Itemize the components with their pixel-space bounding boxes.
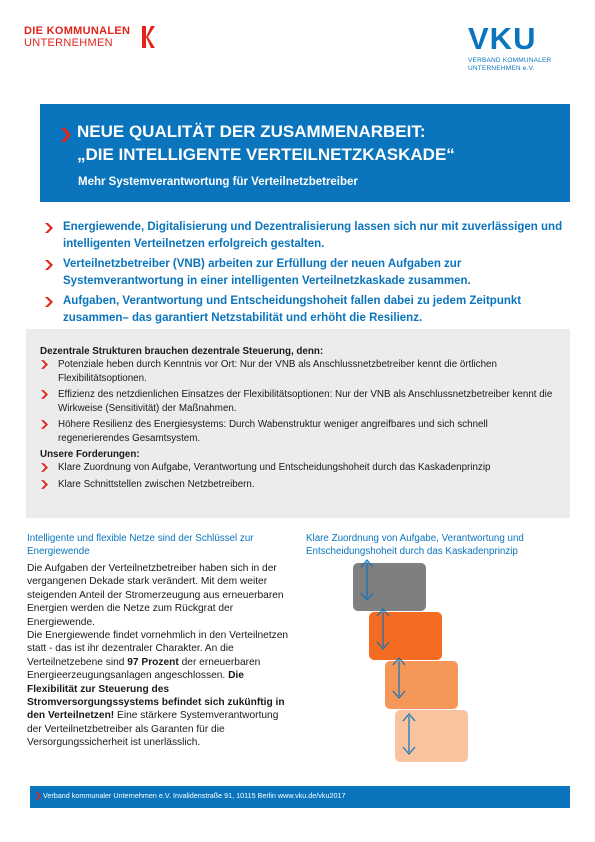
logo-k-mark-icon (142, 26, 156, 48)
title-banner (40, 104, 570, 202)
left-column (27, 532, 295, 750)
list-item-text: Klare Zuordnung von Aufgabe, Verantwortung und Entscheidungshoheit durch das Kaskadenprinzip (58, 462, 491, 473)
chevron-right-icon (41, 390, 48, 399)
chevron-right-icon (41, 420, 48, 429)
double-arrow-icon (403, 714, 415, 754)
text-span: Eine stärkere Systemverantwortung der Verteilnetzbetreiber als Garanten für die Versorgungssicherheit ist unerlässlich. (27, 710, 279, 749)
body-paragraph: Die Aufgaben der Verteilnetzbetreiber haben sich in der vergangenen Dekade stark verändert. Mit dem weiter steigenden Anteil der Stromerzeugung aus erneuerbaren Energien werden die Netze zum Rückgrat der Energiewende. (27, 563, 284, 628)
cascade-level-vnb-n (395, 710, 468, 762)
list-item (40, 418, 560, 445)
chevron-right-icon (61, 128, 71, 142)
list-item-text: Effizienz des netzdienlichen Einsatzes der Flexibilitätsoptionen: Nur der VNB als Anschlussnetzbetreiber kennt die Wirkweise (Sensitivität) der Maßnahmen. (58, 389, 553, 414)
highlight-text: Die Flexibilität zur Steuerung des Stromversorgungssystems befindet sich zukünftig in den Verteilnetzen! (27, 670, 285, 722)
section-heading: Klare Zuordnung von Aufgabe, Verantwortung und Entscheidungshoheit durch das Kaskadenprinzip (306, 533, 524, 557)
demands-heading: Unsere Forderungen: (40, 449, 140, 460)
cascade-label-vnb1-level: 1. Ebene (446, 638, 483, 648)
logo-vku-sub2: UNTERNEHMEN e.V. (468, 64, 535, 72)
intro-bullet (44, 293, 564, 327)
page-title-line2: „DIE INTELLIGENTE VERTEILNETZKASKADE“ (77, 145, 455, 164)
double-arrow-icon (393, 658, 405, 698)
cascade-label-vnb1: VNB (446, 626, 465, 636)
cascade-level-uenb (353, 563, 426, 611)
footer-bar (30, 786, 570, 808)
page-title-line1: NEUE QUALITÄT DER ZUSAMMENARBEIT: (77, 122, 426, 141)
intro-bullet (44, 256, 564, 290)
cascade-label-vnbn-level: n. Ebene (472, 739, 509, 749)
double-arrow-icon (377, 609, 389, 649)
chevron-right-icon (45, 223, 53, 233)
section-heading: Intelligente und flexible Netze sind der Schlüssel zur Energiewende (27, 533, 254, 557)
logo-vku-wordmark: VKU (468, 21, 537, 56)
key-points-box (26, 329, 570, 518)
right-column (306, 532, 572, 558)
chevron-right-icon (41, 463, 48, 472)
cascade-level-vnb-1 (369, 612, 442, 660)
list-item-text: Potenziale heben durch Kenntnis vor Ort: Nur der VNB als Anschlussnetzbetreiber kennt die örtlichen Flexibilitätsoptionen. (58, 359, 497, 384)
chevron-right-icon (41, 360, 48, 369)
logo-left-line2: UNTERNEHMEN (24, 37, 113, 49)
logo-die-kommunalen-unternehmen (24, 26, 130, 49)
cascade-label-vnb2-level: 2. Ebene (461, 688, 498, 698)
body-paragraph (27, 629, 295, 750)
list-item (40, 358, 560, 385)
logo-vku (468, 21, 578, 72)
logo-left-line1: DIE KOMMUNALEN (24, 25, 131, 37)
box-heading: Dezentrale Strukturen brauchen dezentrale Steuerung, denn: (40, 346, 324, 357)
logo-vku-sub1: VERBAND KOMMUNALER (468, 57, 552, 64)
list-item-text: Klare Schnittstellen zwischen Netzbetreibern. (58, 478, 255, 490)
list-item (40, 388, 560, 415)
intro-bullet-text: Verteilnetzbetreiber (VNB) arbeiten zur Erfüllung der neuen Aufgaben zur Systemverantwortung in einer intelligenten Verteilnetzkaskade zusammen. (63, 258, 471, 287)
cascade-label-vnb2: VNB (461, 676, 480, 686)
intro-bullet-list (44, 219, 564, 330)
intro-bullet-text: Energiewende, Digitalisierung und Dezentralisierung lassen sich nur mit zuverlässigen und intelligenten Verteilnetzen erfolgreich gestalten. (63, 221, 563, 250)
page-subtitle: Mehr Systemverantwortung für Verteilnetzbetreiber (78, 176, 358, 188)
chevron-right-icon (36, 792, 41, 800)
intro-bullet-text: Aufgaben, Verantwortung und Entscheidungshoheit fallen dabei zu jedem Zeitpunkt zusammen– das garantiert Netzstabilität und erhöht die Resilienz. (63, 295, 522, 324)
chevron-right-icon (45, 297, 53, 307)
double-arrow-icon (361, 560, 373, 600)
list-item (40, 461, 560, 475)
intro-bullet (44, 219, 564, 253)
cascade-label-vnbn: VNB (472, 727, 491, 737)
chevron-right-icon (41, 480, 48, 489)
footer-text: Verband kommunaler Unternehmen e.V. Invalidenstraße 91, 10115 Berlin www.vku.de/vku2017 (43, 791, 346, 800)
cascade-label-uenb: ÜNB (433, 581, 453, 591)
text-span: Die Energiewende findet vornehmlich in den Verteilnetzen statt - das ist ihr dezentraler Charakter. An die Verteilnetzebene sind (27, 630, 289, 668)
chevron-right-icon (45, 260, 53, 270)
text-span: der erneuerbaren Energieerzeugungsanlagen angeschlossen. (27, 656, 261, 682)
list-item-text: Höhere Resilienz des Energiesystems: Durch Wabenstruktur weniger angreifbares und sich schnell regenerierendes Gesamtsystem. (58, 419, 488, 444)
highlight-text: 97 Prozent (127, 656, 179, 668)
list-item (40, 478, 560, 492)
cascade-level-vnb-2 (385, 661, 458, 709)
